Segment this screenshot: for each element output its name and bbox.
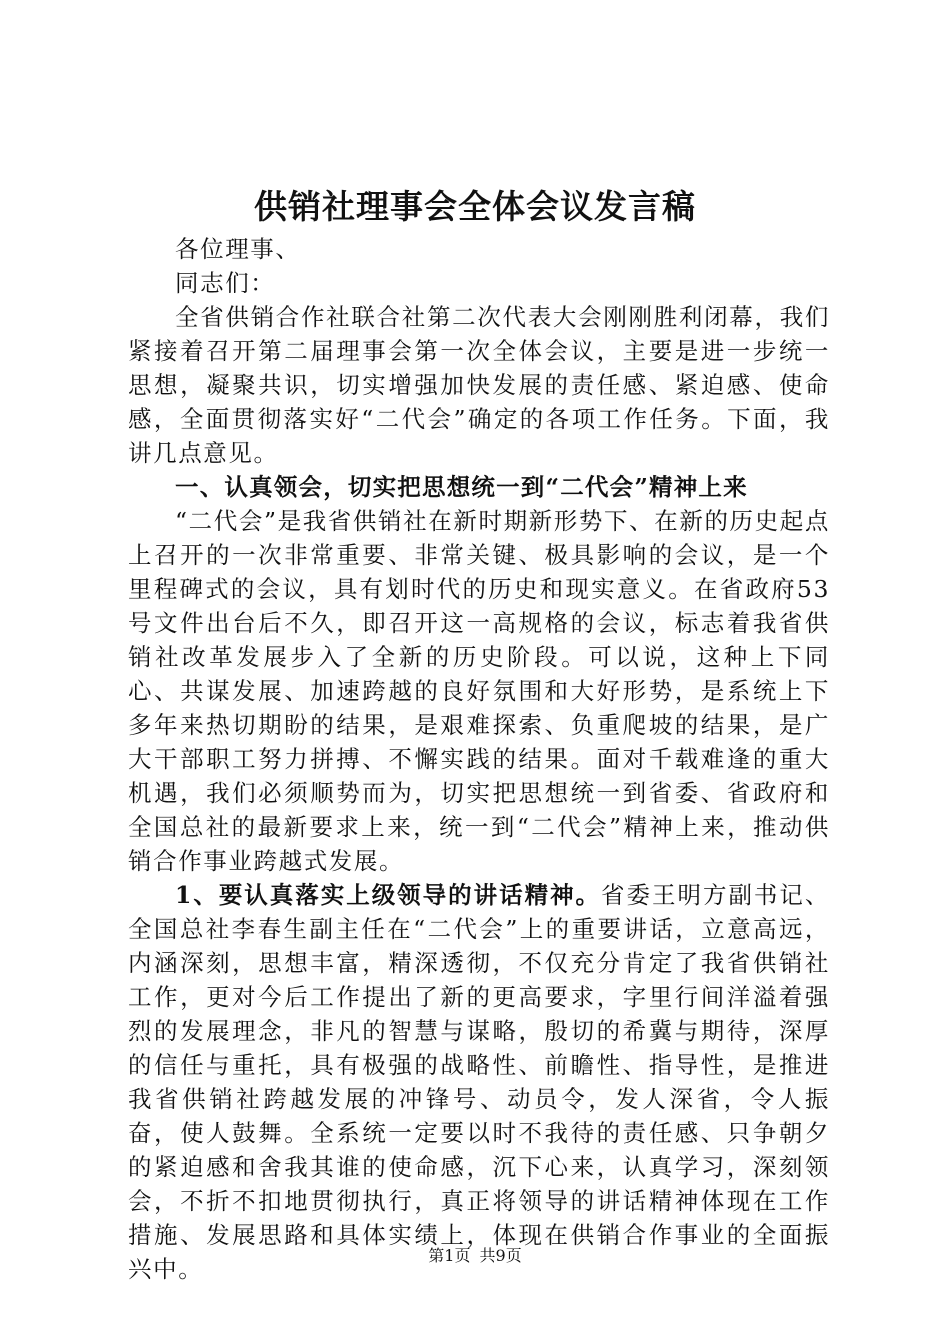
page-footer — [0, 1245, 950, 1267]
point-1-lead: 1、要认真落实上级领导的讲话精神。 — [175, 881, 602, 909]
intro-paragraph: 全省供销合作社联合社第二次代表大会刚刚胜利闭幕，我们紧接着召开第二届理事会第一次全体会议，主要是进一步统一思想，凝聚共识，切实增强加快发展的责任感、紧迫感、使命感，全面贯彻落实好“二代会”确定的各项工作任务。下面，我讲几点意见。 — [128, 303, 830, 467]
salutation-line-2: 同志们： — [175, 269, 276, 297]
page-total: 共9页 — [479, 1246, 522, 1265]
salutation-line-1: 各位理事、 — [175, 235, 301, 263]
point-1-body: 省委王明方副书记、全国总社李春生副主任在“二代会”上的重要讲话，立意高远，内涵深刻，思想丰富，精深透彻，不仅充分肯定了我省供销社工作，更对今后工作提出了新的更高要求，字里行间洋溢着强烈的发展理念，非凡的智慧与谋略，殷切的希冀与期待，深厚的信任与重托，具有极强的战略性、前瞻性、指导性，是推进我省供销社跨越发展的冲锋号、动员令，发人深省，令人振奋，使人鼓舞。全系统一定要以时不我待的责任感、只争朝夕的紧迫感和舍我其谁的使命感，沉下心来，认真学习，深刻领会，不折不扣地贯彻执行，真正将领导的讲话精神体现在工作措施、发展思路和具体实绩上，体现在供销合作事业的全面振兴中。 — [128, 881, 830, 1283]
point-1-paragraph — [128, 878, 830, 1286]
section-1-paragraph: “二代会”是我省供销社在新时期新形势下、在新的历史起点上召开的一次非常重要、非常关键、极具影响的会议，是一个里程碑式的会议，具有划时代的历史和现实意义。在省政府53号文件出台后不久，即召开这一高规格的会议，标志着我省供销社改革发展步入了全新的历史阶段。可以说，这种上下同心、共谋发展、加速跨越的良好氛围和大好形势，是系统上下多年来热切期盼的结果，是艰难探索、负重爬坡的结果，是广大干部职工努力拼搏、不懈实践的结果。面对千载难逢的重大机遇，我们必须顺势而为，切实把思想统一到省委、省政府和全国总社的最新要求上来，统一到“二代会”精神上来，推动供销合作事业跨越式发展。 — [128, 507, 830, 875]
document-body — [128, 232, 830, 1286]
section-heading-1: 一、认真领会，切实把思想统一到“二代会”精神上来 — [175, 473, 748, 501]
page-number: 第1页 — [428, 1246, 471, 1265]
document-title: 供销社理事会全体会议发言稿 — [254, 187, 696, 226]
